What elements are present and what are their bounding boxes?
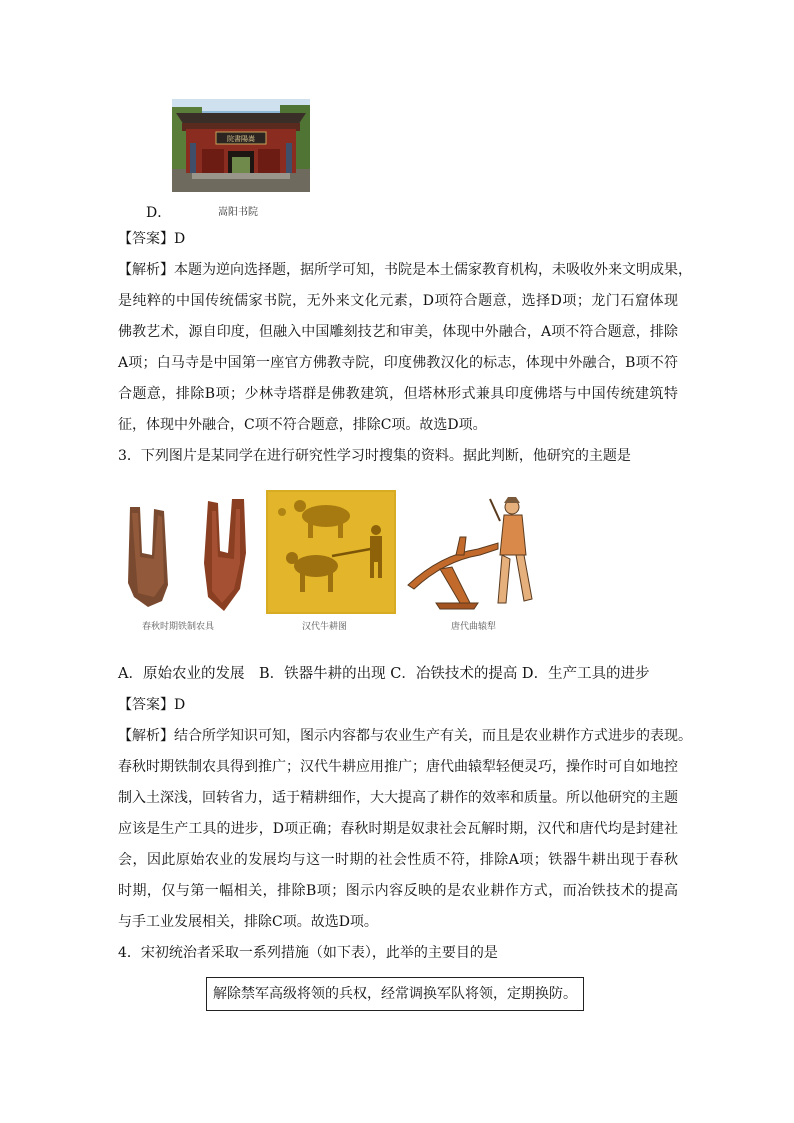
q3-options: A．原始农业的发展 B．铁器牛耕的出现 C．冶铁技术的提高 D．生产工具的进步 [118, 666, 650, 682]
iron-tools-caption: 春秋时期铁制农具 [142, 622, 215, 632]
q3-analysis-line-1: 【解析】结合所学知识可知，图示内容都与农业生产有关，而且是农业耕作方式进步的表现。 [118, 728, 692, 744]
signboard-text: 院書陽嵩 [227, 135, 255, 143]
han-ox-plowing-image [266, 490, 396, 614]
q4-stem: 4．宋初统治者采取一系列措施（如下表），此举的主要目的是 [118, 945, 498, 961]
q2-analysis-line-3: 佛教艺术，源自印度，但融入中国雕刻技艺和审美，体现中外融合，A项不符合题意，排除 [118, 324, 678, 340]
q2-analysis-line-5: 合题意，排除B项；少林寺塔群是佛教建筑，但塔林形式兼具印度佛塔与中国传统建筑特 [118, 386, 678, 402]
option-d-label: D． [146, 205, 172, 221]
q3-analysis-line-7: 与手工业发展相关，排除C项。故选D项。 [118, 914, 378, 930]
q3-answer: 【答案】D [118, 697, 186, 713]
q2-analysis-line-2: 是纯粹的中国传统儒家书院，无外来文化元素，D项符合题意，选择D项；龙门石窟体现 [118, 293, 678, 309]
q3-analysis-line-3: 制入土深浅，回转省力，适于精耕细作，大大提高了耕作的效率和质量。所以他研究的主题 [118, 790, 678, 806]
q2-analysis-line-1: 【解析】本题为逆向选择题，据所学可知，书院是本土儒家教育机构，未吸收外来文明成果， [118, 262, 692, 278]
songyang-academy-caption: 嵩阳书院 [218, 207, 258, 218]
q3-stem: 3．下列图片是某同学在进行研究性学习时搜集的资料。据此判断，他研究的主题是 [118, 448, 631, 464]
han-ox-plowing-caption: 汉代牛耕图 [302, 622, 348, 632]
songyang-academy-photo [172, 99, 310, 192]
q4-table-text: 解除禁军高级将领的兵权，经常调换军队将领，定期换防。 [213, 986, 577, 1002]
q2-answer: 【答案】D [118, 231, 186, 247]
q3-analysis-line-4: 应该是生产工具的进步，D项正确；春秋时期是奴隶社会瓦解时期，汉代和唐代均是封建社 [118, 821, 678, 837]
q3-analysis-line-6: 时期，仅与第一幅相关，排除B项；图示内容反映的是农业耕作方式，而冶铁技术的提高 [118, 883, 678, 899]
tang-curved-plow-caption: 唐代曲辕犁 [451, 622, 497, 632]
q3-analysis-line-2: 春秋时期铁制农具得到推广；汉代牛耕应用推广；唐代曲辕犁轻便灵巧，操作时可自如地控 [118, 759, 678, 775]
q2-analysis-line-4: A项；白马寺是中国第一座官方佛教寺院，印度佛教汉化的标志，体现中外融合，B项不符 [118, 355, 678, 371]
q4-table-box [206, 977, 584, 1011]
tang-curved-plow-image [400, 493, 540, 615]
q2-analysis-line-6: 征，体现中外融合，C项不符合题意，排除C项。故选D项。 [118, 417, 487, 433]
q3-analysis-line-5: 会，因此原始农业的发展均与这一时期的社会性质不符，排除A项；铁器牛耕出现于春秋 [118, 852, 678, 868]
iron-farm-tools-image [124, 493, 264, 615]
